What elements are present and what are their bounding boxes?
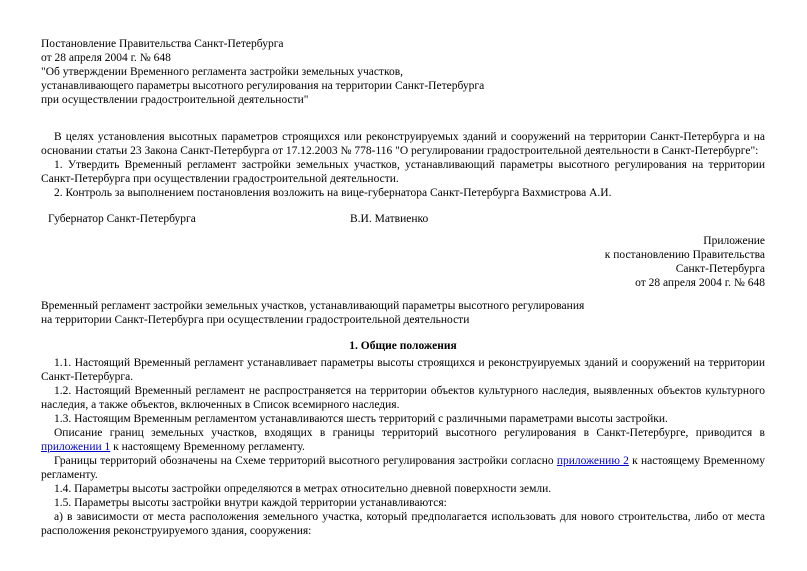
header-line: Постановление Правительства Санкт-Петербурга [41,38,284,50]
header-line: от 28 апреля 2004 г. № 648 [41,52,171,64]
preamble-paragraph: В целях установления высотных параметров строящихся или реконструируемых зданий и сооружений на территории Санкт-Петербурга и на основании статьи 23 Закона Санкт-Петербурга от 17.12.2003 № 778-116 "О регулировании градостроительной деятельности в Санкт-Петербурге": [41,131,765,157]
regulation-title [41,299,765,327]
paragraph-boundaries-scheme [41,454,765,482]
signature-title: Губернатор Санкт-Петербурга [48,213,196,225]
header-line: при осуществлении градостроительной деятельности" [41,94,309,106]
appendix-1-link[interactable]: приложении 1 [41,441,111,453]
appendix-line: к постановлению Правительства [604,249,765,261]
description-text-before: Описание границ земельных участков, входящих в границы территорий высотного регулирования в Санкт-Петербурге, приводится в [54,427,765,439]
header-line: устанавливающего параметры высотного регулирования на территории Санкт-Петербурга [41,80,485,92]
boundaries-text-before: Границы территорий обозначены на Схеме территорий высотного регулирования застройки согласно [54,455,557,467]
paragraph-1-5: 1.5. Параметры высоты застройки внутри каждой территории устанавливаются: [54,497,447,509]
paragraph-boundary-description [41,426,765,454]
appendix-reference [41,234,765,290]
decree-body [41,130,765,200]
paragraph-1-3: 1.3. Настоящим Временным регламентом устанавливаются шесть территорий с различными параметрами высоты застройки. [54,413,668,425]
regulation-title-line: на территории Санкт-Петербурга при осуществлении градостроительной деятельности [41,314,470,326]
description-text-after: к настоящему Временному регламенту. [110,441,305,453]
appendix-line: Санкт-Петербурга [675,263,765,275]
paragraph-1-2: 1.2. Настоящий Временный регламент не распространяется на территории объектов культурного наследия, выявленных объектов культурного наследия, а также объектов, включенных в Список всемирного наследия. [41,385,765,411]
appendix-2-link[interactable]: приложению 2 [556,455,629,467]
paragraph-1-4: 1.4. Параметры высоты застройки определяются в метрах относительно дневной поверхности земли. [54,483,552,495]
paragraph-a: а) в зависимости от места расположения земельного участка, который предполагается использовать для нового строительства, либо от места расположения реконструируемого здания, сооружения: [41,511,765,537]
decree-item-2: 2. Контроль за выполнением постановления возложить на вице-губернатора Санкт-Петербурга Вахмистрова А.И. [54,187,612,199]
paragraph-1-1: 1.1. Настоящий Временный регламент устанавливает параметры высоты строящихся и реконструируемых зданий и сооружений на территории Санкт-Петербурга. [41,357,765,383]
section-heading: 1. Общие положения [349,340,457,352]
appendix-line: Приложение [703,235,765,247]
decree-item-1: 1. Утвердить Временный регламент застройки земельных участков, устанавливающий параметры высотного регулирования на территории Санкт-Петербурга при осуществлении градостроительной деятельности. [41,159,765,185]
signature-name: В.И. Матвиенко [350,213,429,225]
header-line: "Об утверждении Временного регламента застройки земельных участков, [41,66,404,78]
document-header [41,37,765,107]
appendix-line: от 28 апреля 2004 г. № 648 [635,277,765,289]
boundaries-text-after: к настоящему Временному регламенту. [41,455,766,481]
regulation-title-line: Временный регламент застройки земельных участков, устанавливающий параметры высотного регулирования [41,300,585,312]
section-body [41,356,765,538]
